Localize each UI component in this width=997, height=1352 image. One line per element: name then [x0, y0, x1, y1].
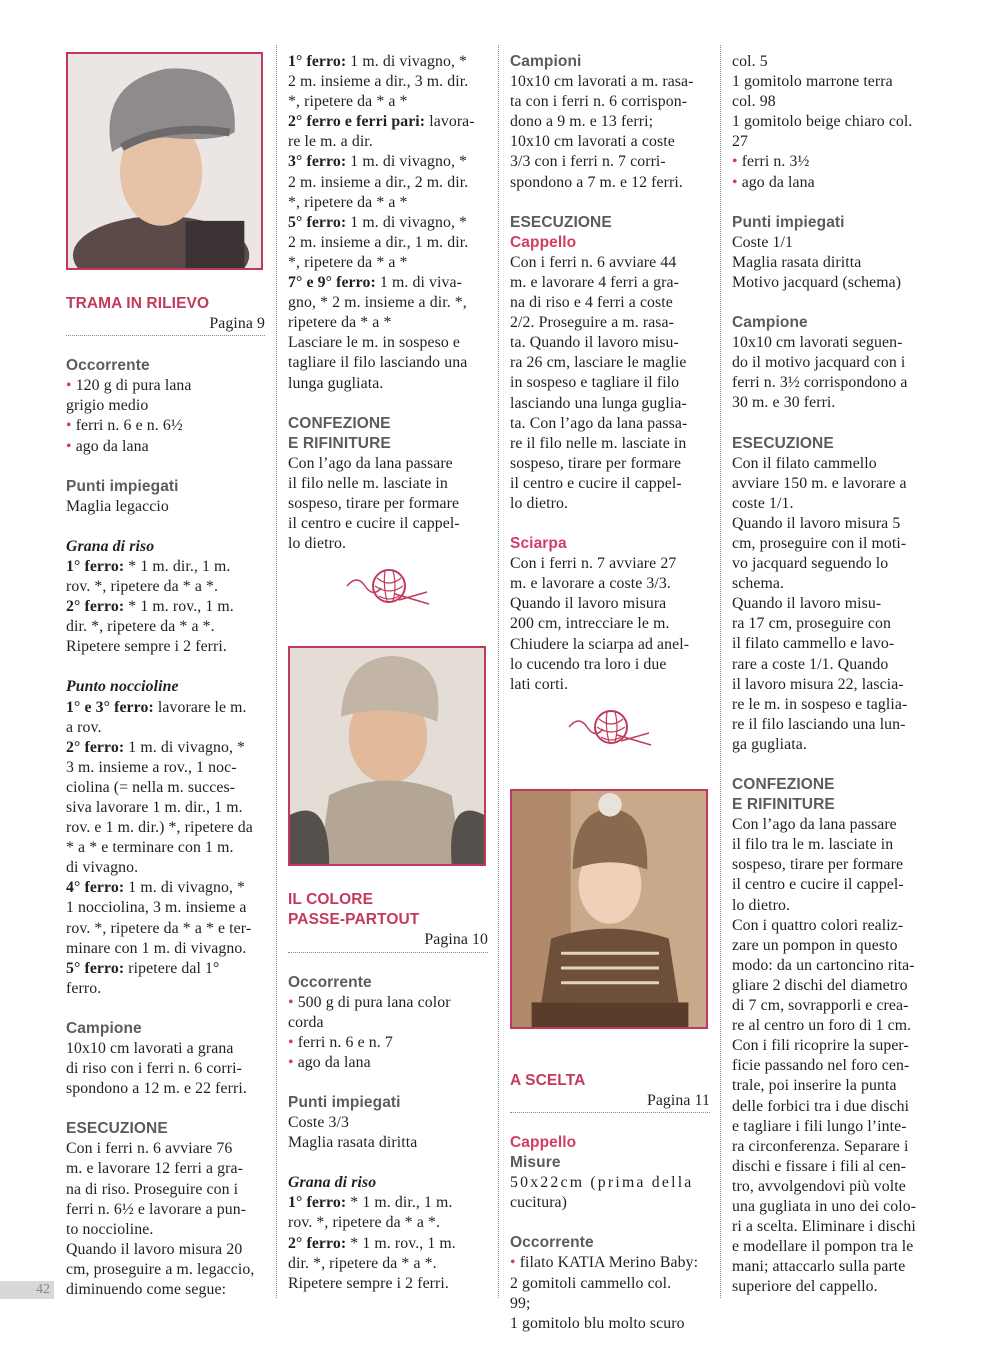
text-line: * 1 m. rov., 1 m. — [346, 1234, 456, 1252]
text-line: dir. *, ripetere da * a *. — [66, 618, 215, 636]
text-line: Motivo jacquard (schema) — [732, 273, 902, 291]
heading-campione: Campione — [66, 1019, 142, 1037]
text-line: Con i ferri n. 6 avviare 76 — [66, 1140, 233, 1158]
text-line: sospeso, tirare per formare — [510, 454, 682, 472]
text-line: rov. *, ripetere da * a * e ter- — [66, 919, 252, 937]
text-line: re le m. in sospeso e taglia- — [732, 695, 908, 713]
text-line: zare un pompon in questo — [732, 936, 898, 954]
heading-esecuzione: ESECUZIONE — [732, 434, 834, 452]
text-line: 30 m. e 30 ferri. — [732, 394, 836, 412]
row-label: 1° ferro: — [288, 53, 347, 70]
text-line: di vivagno. — [66, 859, 139, 877]
heading-noccioline: Punto noccioline — [66, 678, 179, 696]
heading-punti: Punti impiegati — [732, 213, 845, 231]
text-line: diminuendo come segue: — [66, 1281, 227, 1299]
text-line: 2 m. insieme a dir., 3 m. dir. — [288, 73, 469, 91]
text-line: trale, poi inserire la punta — [732, 1077, 897, 1095]
column-divider — [720, 45, 721, 1298]
text-line: *, ripetere da * a * — [288, 253, 408, 271]
text-line: in sospeso e tagliare il filo — [510, 374, 680, 392]
text-line: 10x10 cm lavorati a grana — [66, 1040, 234, 1057]
text-line: a rov. — [66, 718, 102, 736]
text-line: ferri n. 6½ e lavorare a pun- — [66, 1200, 247, 1218]
text-line: il filo tra le m. lasciate in — [732, 836, 894, 854]
list-item: 1 gomitolo beige chiaro col. — [732, 113, 913, 131]
text-line: sospeso, tirare per formare — [732, 856, 904, 874]
text-line: rov. *, ripetere da * a *. — [288, 1214, 441, 1232]
row-label: 1° ferro: — [66, 557, 125, 575]
text-line: cucitura) — [510, 1194, 568, 1212]
photo-grey-beret — [66, 52, 263, 270]
page-ref: Pagina 10 — [288, 930, 488, 952]
text-line: cm, proseguire con il moti- — [732, 534, 907, 552]
text-line: ga gugliata. — [732, 735, 807, 753]
text-line: spondono a 12 m. e 22 ferri. — [66, 1080, 247, 1098]
text-line: ra 26 cm, lasciare le maglie — [510, 354, 687, 372]
list-item: • filato KATIA Merino Baby: — [510, 1253, 710, 1273]
page-ref: Pagina 9 — [66, 314, 265, 336]
title-colore: PASSE-PARTOUT — [288, 911, 420, 929]
text-line: lo dietro. — [732, 896, 791, 914]
text-line: tagliare il filo lasciando una — [288, 354, 468, 372]
text-line: 2/2. Proseguire a m. rasa- — [510, 314, 675, 332]
column-divider — [276, 45, 277, 1298]
text-line: m. e lavorare 4 ferri a gra- — [510, 273, 680, 291]
text-line: lo dietro. — [288, 535, 347, 553]
text-line: lunga gugliata. — [288, 374, 384, 392]
text-line: Quando il lavoro misura 20 — [66, 1240, 243, 1258]
text-line: Con i fili ricoprire la super- — [732, 1037, 909, 1055]
list-item: col. 5 — [732, 53, 768, 70]
text-line: il centro e cucire il cappel- — [510, 474, 682, 492]
heading-punti: Punti impiegati — [288, 1094, 401, 1111]
text-line: e tagliare i fili lungo l’inte- — [732, 1117, 907, 1135]
text-line: 1 m. di vivagno, * — [346, 213, 468, 231]
row-label: 7° e 9° ferro: — [288, 274, 376, 292]
text-line: Quando il lavoro misu- — [732, 595, 882, 613]
list-item: corda — [288, 1013, 324, 1031]
text-line: 1 nocciolina, 3 m. insieme a — [66, 899, 247, 917]
text-line: coste 1/1. — [732, 494, 794, 512]
list-item: • ago da lana — [732, 173, 932, 193]
title-trama: TRAMA IN RILIEVO — [66, 295, 210, 312]
text-line: * 1 m. dir., 1 m. — [124, 557, 231, 575]
text-line: rare a coste 1/1. Quando — [732, 655, 889, 673]
text-line: minare con 1 m. di vivagno. — [66, 939, 247, 957]
heading-grana: Grana di riso — [288, 1174, 377, 1192]
text-line: 1 m. di viva- — [375, 274, 462, 292]
text-line: Con l’ago da lana passare — [288, 454, 453, 472]
yarn-ball-icon — [565, 705, 655, 751]
text-line: Quando il lavoro misura — [510, 595, 667, 613]
text-line: rov. e 1 m. dir.) *, ripetere da — [66, 819, 253, 837]
heading-esecuzione: ESECUZIONE — [510, 213, 612, 231]
text-line: ri a scelta. Eliminare i dischi — [732, 1218, 916, 1236]
text-line: gno, * 2 m. insieme a dir. *, — [288, 294, 467, 312]
heading-misure: Misure — [510, 1154, 561, 1172]
heading-confezione: E RIFINITURE — [288, 434, 391, 452]
text-line: 50x22cm (prima della — [510, 1174, 694, 1192]
text-line: m. e lavorare 12 ferri a gra- — [66, 1160, 244, 1178]
text-line: ciolina (= nella m. succes- — [66, 778, 236, 796]
text-line: ra 17 cm, proseguire con — [732, 615, 891, 633]
text-line: e modellare il pompon tra le — [732, 1238, 914, 1256]
text-line: una gugliata in uno dei colo- — [732, 1197, 917, 1215]
text-line: rov. *, ripetere da * a *. — [66, 578, 219, 596]
text-line: *, ripetere da * a * — [288, 93, 408, 111]
text-line: Quando il lavoro misura 5 — [732, 514, 901, 532]
text-line: lo dietro. — [510, 494, 569, 512]
text-line: re le m. a dir. — [288, 133, 373, 151]
text-line: gliare 2 dischi del diametro — [732, 976, 908, 994]
text-line: dischi e fissare i fili al cen- — [732, 1157, 907, 1175]
text-line: 3/3 con i ferri n. 7 corri- — [510, 153, 666, 171]
photo-jacquard-hat — [510, 789, 708, 1029]
text-line: Maglia rasata diritta — [288, 1134, 418, 1152]
page-ref: Pagina 11 — [510, 1091, 710, 1113]
column-4 — [732, 52, 932, 1314]
text-line: siva lavorare 1 m. dir., 1 m. — [66, 798, 243, 816]
text-line: il centro e cucire il cappel- — [288, 515, 460, 533]
row-label: 4° ferro: — [66, 879, 125, 897]
heading-occorrente: Occorrente — [66, 357, 150, 375]
heading-cappello: Cappello — [510, 233, 577, 251]
text-line: lati corti. — [510, 675, 569, 693]
row-label: 2° ferro: — [288, 1234, 347, 1252]
text-line: Con i quattro colori realiz- — [732, 916, 904, 934]
text-line: avviare 150 m. e lavorare a — [732, 474, 907, 492]
text-line: na di riso. Proseguire con i — [66, 1180, 239, 1198]
text-line: re il filo nelle m. lasciate in — [510, 434, 687, 452]
text-line: * 1 m. rov., 1 m. — [124, 598, 234, 616]
text-line: na di riso e 4 ferri a coste — [510, 294, 673, 312]
text-line: ripetere dal 1° — [124, 959, 220, 977]
heading-confezione: CONFEZIONE — [732, 776, 835, 793]
list-item: • ferri n. 3½ — [732, 152, 932, 172]
heading-campioni: Campioni — [510, 53, 582, 70]
text-line: 10x10 cm lavorati a coste — [510, 133, 675, 151]
text-line: lavorare le m. — [153, 698, 247, 716]
text-line: lasciando una lunga guglia- — [510, 394, 687, 412]
text-line: re il filo lasciando una lun- — [732, 715, 906, 733]
row-label: 2° ferro e ferri pari: — [288, 113, 426, 131]
row-label: 5° ferro: — [288, 213, 347, 231]
column-divider — [498, 45, 499, 1298]
list-item: • 500 g di pura lana color — [288, 993, 488, 1013]
title-a-scelta: A SCELTA — [510, 1071, 586, 1089]
list-item: 1 gomitolo marrone terra — [732, 73, 893, 91]
text-line: tro, avvolgendovi più volte — [732, 1177, 906, 1195]
list-item: col. 98 — [732, 93, 776, 111]
text-line: 10x10 cm lavorati a m. rasa- — [510, 73, 694, 91]
yarn-ball-icon — [343, 564, 433, 610]
list-item: grigio medio — [66, 397, 149, 415]
row-label: 5° ferro: — [66, 959, 125, 977]
text-line: Con il filato cammello — [732, 454, 877, 472]
text-line: 2 m. insieme a dir., 1 m. dir. — [288, 233, 469, 251]
heading-cappello: Cappello — [510, 1134, 577, 1151]
text-line: Con i ferri n. 7 avviare 27 — [510, 555, 677, 573]
heading-occorrente: Occorrente — [510, 1234, 594, 1252]
text-line: delle forbici tra i due dischi — [732, 1097, 910, 1115]
text-line: 1 m. di vivagno, * — [346, 153, 468, 171]
list-item: 1 gomitolo blu molto scuro — [510, 1314, 685, 1332]
heading-punti: Punti impiegati — [66, 477, 179, 495]
text-line: spondono a 7 m. e 12 ferri. — [510, 173, 683, 191]
heading-confezione: CONFEZIONE — [288, 414, 391, 432]
list-item: • 120 g di pura lana — [66, 376, 265, 396]
photo-beige-hat-scarf — [288, 646, 486, 866]
text-line: ta. Con l’ago da lana passa- — [510, 414, 688, 432]
text-line: ra circonferenza. Separare i — [732, 1137, 909, 1155]
text-line: il filato cammello e lavo- — [732, 635, 895, 653]
text-line: do il motivo jacquard con i — [732, 354, 906, 372]
text-line: modo: da un cartoncino rita- — [732, 956, 915, 974]
column-2 — [288, 52, 488, 1314]
text-line: 1 m. di vivagno, * — [346, 53, 468, 70]
heading-confezione: E RIFINITURE — [732, 796, 835, 814]
text-line: il lavoro misura 22, lascia- — [732, 675, 904, 693]
text-line: lavora- — [425, 113, 475, 131]
list-item: • ferri n. 6 e n. 6½ — [66, 416, 265, 436]
row-label: 2° ferro: — [66, 738, 125, 756]
text-line: ferro. — [66, 979, 102, 997]
text-line: Con i ferri n. 6 avviare 44 — [510, 253, 677, 271]
list-item: 99; — [510, 1294, 531, 1312]
text-line: ferri n. 3½ corrispondono a — [732, 374, 908, 392]
text-line: ripetere da * a * — [288, 314, 392, 332]
heading-campione: Campione — [732, 314, 808, 332]
text-line: Maglia rasata diritta — [732, 253, 862, 271]
text-line: Chiudere la sciarpa ad anel- — [510, 635, 690, 653]
list-item: 27 — [732, 133, 748, 151]
text-line: Ripetere sempre i 2 ferri. — [66, 638, 227, 656]
text-line: to noccioline. — [66, 1220, 154, 1238]
heading-grana: Grana di riso — [66, 537, 155, 555]
column-3 — [510, 52, 710, 1332]
text-line: 3 m. insieme a rov., 1 noc- — [66, 758, 237, 776]
list-item: • ago da lana — [66, 437, 265, 457]
text-line: 1 m. di vivagno, * — [124, 879, 246, 897]
row-label: 2° ferro: — [66, 598, 125, 616]
text-line: re al centro un foro di 1 cm. — [732, 1017, 912, 1035]
text-line: ta con i ferri n. 6 corrispon- — [510, 93, 688, 111]
text-line: lo cucendo tra loro i due — [510, 655, 667, 673]
text-line: Lasciare le m. in sospeso e — [288, 334, 461, 352]
text-line: Ripetere sempre i 2 ferri. — [288, 1274, 449, 1292]
text-line: 200 cm, intrecciare le m. — [510, 615, 670, 633]
text-line: 10x10 cm lavorati seguen- — [732, 334, 903, 352]
heading-sciarpa: Sciarpa — [510, 535, 567, 553]
list-item: • ago da lana — [288, 1053, 488, 1073]
text-line: Maglia legaccio — [66, 497, 169, 515]
heading-occorrente: Occorrente — [288, 973, 372, 991]
column-1 — [66, 52, 265, 1314]
text-line: Coste 1/1 — [732, 233, 794, 251]
text-line: il filo nelle m. lasciate in — [288, 474, 448, 492]
text-line: 2 m. insieme a dir., 2 m. dir. — [288, 173, 469, 191]
text-line: sospeso, tirare per formare — [288, 494, 460, 512]
text-line: ta. Quando il lavoro misu- — [510, 334, 679, 352]
text-line: dir. *, ripetere da * a *. — [288, 1254, 437, 1272]
list-item: • ferri n. 6 e n. 7 — [288, 1033, 488, 1053]
page-number: 42 — [0, 1281, 54, 1299]
text-line: * 1 m. dir., 1 m. — [346, 1194, 453, 1212]
row-label: 1° e 3° ferro: — [66, 698, 154, 716]
list-item: 2 gomitoli cammello col. — [510, 1274, 672, 1292]
text-line: di riso con i ferri n. 6 corri- — [66, 1060, 242, 1078]
text-line: schema. — [732, 575, 785, 593]
text-line: di 7 cm, sovrapporli e crea- — [732, 997, 909, 1015]
text-line: ficie passando nel foro cen- — [732, 1057, 910, 1075]
text-line: Con l’ago da lana passare — [732, 816, 897, 834]
text-line: cm, proseguire a m. legaccio, — [66, 1260, 255, 1278]
row-label: 1° ferro: — [288, 1194, 347, 1212]
text-line: 1 m. di vivagno, * — [124, 738, 246, 756]
row-label: 3° ferro: — [288, 153, 347, 171]
text-line: il centro e cucire il cappel- — [732, 876, 904, 894]
text-line: Coste 3/3 — [288, 1114, 350, 1132]
title-colore: IL COLORE — [288, 891, 374, 909]
text-line: dono a 9 m. e 13 ferri; — [510, 113, 654, 131]
heading-esecuzione: ESECUZIONE — [66, 1120, 168, 1138]
text-line: *, ripetere da * a * — [288, 193, 408, 211]
text-line: vo jacquard seguendo lo — [732, 555, 889, 573]
text-line: superiore del cappello. — [732, 1278, 878, 1296]
text-line: mani; attaccarlo sulla parte — [732, 1258, 906, 1276]
text-line: * a * e terminare con 1 m. — [66, 839, 234, 857]
text-line: m. e lavorare a coste 3/3. — [510, 575, 671, 593]
